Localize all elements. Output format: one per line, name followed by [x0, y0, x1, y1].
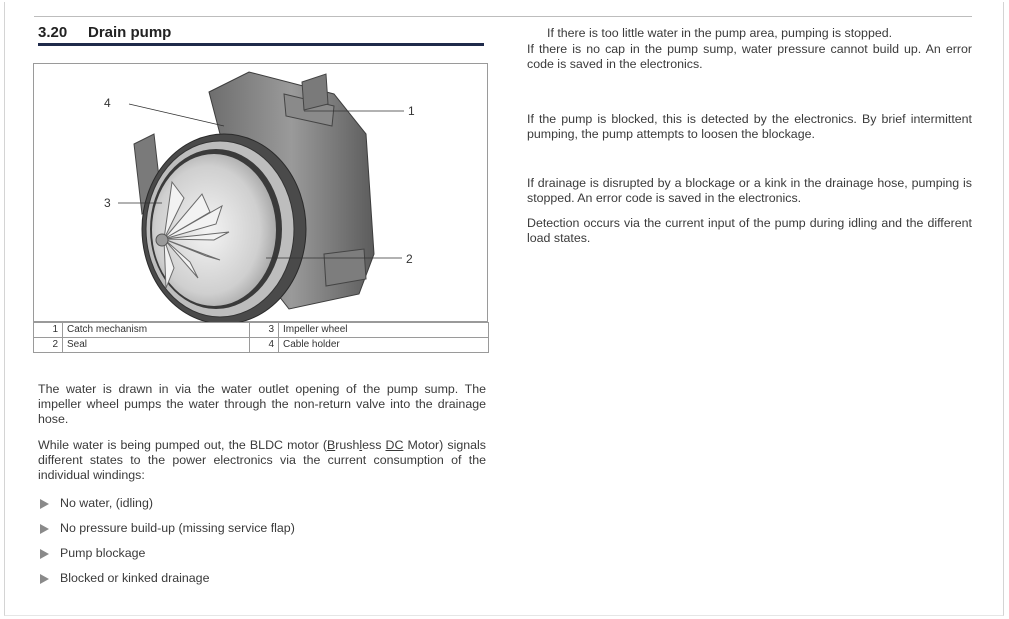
figure-legend-table: [33, 322, 489, 353]
section-title: Drain pump: [88, 24, 172, 41]
bullet-list: [38, 496, 295, 596]
list-item-text: No water, (idling): [60, 496, 153, 510]
callout-4: 4: [104, 96, 111, 110]
list-item: [38, 521, 295, 546]
triangle-bullet-icon: [40, 549, 49, 559]
pump-figure: [33, 63, 488, 322]
list-item-text: No pressure build-up (missing service flap): [60, 521, 295, 535]
abbrev-letter: l: [359, 438, 363, 452]
list-item-text: Blocked or kinked drainage: [60, 571, 210, 585]
list-item: [38, 571, 295, 596]
section-heading: [38, 24, 484, 46]
paragraph-water-intake: The water is drawn in via the water outlet opening of the pump sump. The impeller wheel pumps the water through the non-return valve into the drainage hose.: [38, 382, 486, 426]
legend-label: Impeller wheel: [279, 323, 489, 338]
text-run: Motor) signals different states to the power electronics via the current consumption of the individual windings:: [38, 438, 486, 482]
legend-number: 4: [250, 338, 279, 353]
triangle-bullet-icon: [40, 499, 49, 509]
legend-row: [34, 338, 489, 353]
text-run: ess: [362, 438, 386, 452]
abbrev-letter: DC: [385, 438, 404, 452]
callout-1: 1: [408, 104, 415, 118]
paragraph-detection: Detection occurs via the current input of the pump during idling and the different load states.: [527, 216, 972, 245]
drain-pump-illustration: [34, 64, 489, 323]
paragraph-drainage-disrupted: If drainage is disrupted by a blockage or a kink in the drainage hose, pumping is stopped. An error code is saved in the electronics.: [527, 176, 972, 205]
list-item: [38, 546, 295, 571]
top-rule: [34, 16, 972, 17]
text-run: While water is being pumped out, the BLDC motor (: [38, 438, 327, 452]
triangle-bullet-icon: [40, 524, 49, 534]
paragraph-too-little-water: [527, 26, 972, 72]
callout-2: 2: [406, 252, 413, 266]
list-item: [38, 496, 295, 521]
paragraph-bldc-motor: [38, 438, 486, 483]
legend-label: Catch mechanism: [63, 323, 250, 338]
text-run: rush: [335, 438, 360, 452]
callout-3: 3: [104, 196, 111, 210]
paragraph-pump-blocked: If the pump is blocked, this is detected by the electronics. By brief intermittent pumping, the pump attempts to loosen the blockage.: [527, 112, 972, 141]
list-item-text: Pump blockage: [60, 546, 146, 560]
section-number: 3.20: [38, 24, 68, 41]
legend-number: 2: [34, 338, 63, 353]
legend-row: [34, 323, 489, 338]
legend-label: Cable holder: [279, 338, 489, 353]
legend-label: Seal: [63, 338, 250, 353]
abbrev-letter: B: [326, 438, 336, 452]
text-line: If there is too little water in the pump area, pumping is stopped.: [547, 26, 893, 40]
text-line: If there is no cap in the pump sump, water pressure cannot build up. An error code is saved in the electronics.: [527, 42, 972, 71]
legend-number: 3: [250, 323, 279, 338]
triangle-bullet-icon: [40, 574, 49, 584]
legend-number: 1: [34, 323, 63, 338]
